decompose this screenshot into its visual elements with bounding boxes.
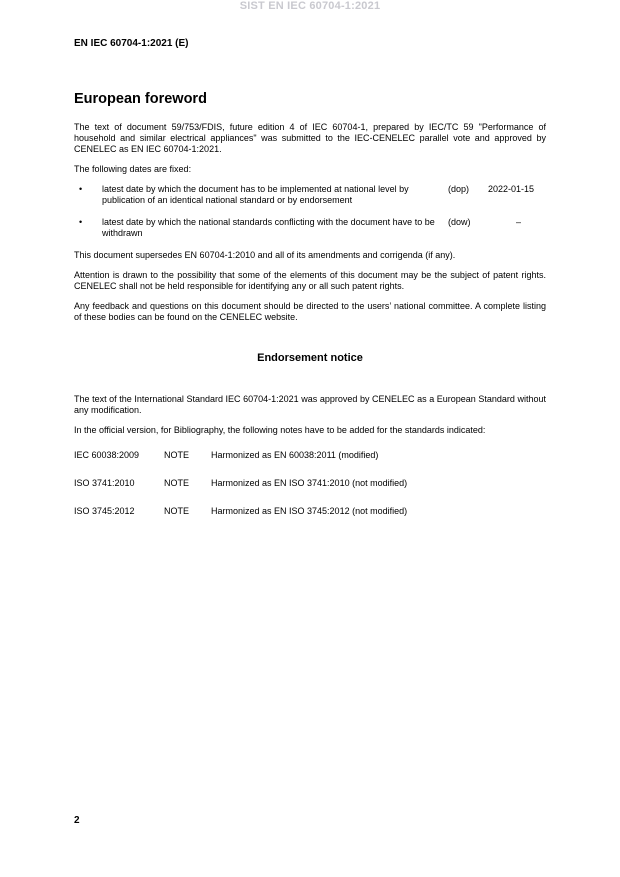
foreword-paragraph-2: This document supersedes EN 60704-1:2010 and all of its amendments and corrigenda (if any). xyxy=(74,250,456,260)
note-standard: ISO 3741:2010 xyxy=(74,478,135,488)
watermark: SIST EN IEC 60704-1:2021 xyxy=(239,0,381,12)
page-content xyxy=(74,90,546,534)
foreword-paragraph-1: The text of document 59/753/FDIS, future edition 4 of IEC 60704-1, prepared by IEC/TC 59 "Performance of household and similar electrical appliances" was submitted to the IEC-CENELEC parallel vote and approved by CENELEC as EN IEC 60704-1:2021. xyxy=(74,122,546,154)
endorsement-paragraph-1: The text of the International Standard IEC 60704-1:2021 was approved by CENELEC as a European Standard without any modification. xyxy=(74,394,546,415)
dates-intro: The following dates are fixed: xyxy=(74,164,192,174)
note-standard: ISO 3745:2012 xyxy=(74,506,135,516)
note-text: Harmonized as EN ISO 3745:2012 (not modified) xyxy=(211,506,408,516)
endorsement-paragraph-2: In the official version, for Bibliography, the following notes have to be added for the standards indicated: xyxy=(74,425,486,435)
note-standard: IEC 60038:2009 xyxy=(74,450,140,460)
date-code: (dop) xyxy=(448,184,470,194)
note-text: Harmonized as EN ISO 3741:2010 (not modified) xyxy=(211,478,408,488)
bullet-icon: • xyxy=(79,217,83,227)
bibliography-notes xyxy=(74,450,546,517)
note-label: NOTE xyxy=(164,450,190,460)
date-item-dop xyxy=(74,184,546,206)
foreword-paragraph-3: Attention is drawn to the possibility that some of the elements of this document may be the subject of patent rights. CENELEC shall not be held responsible for identifying any or all such patent rights. xyxy=(74,270,546,291)
endorsement-title: Endorsement notice xyxy=(257,352,363,364)
note-row xyxy=(74,478,546,489)
foreword-title: European foreword xyxy=(74,91,207,107)
foreword-paragraph-4: Any feedback and questions on this document should be directed to the users’ national committee. A complete listing of these bodies can be found on the CENELEC website. xyxy=(74,301,546,322)
bullet-icon: • xyxy=(79,184,83,194)
note-row xyxy=(74,506,546,517)
dates-list xyxy=(74,184,546,239)
date-description: latest date by which the document has to be implemented at national level by publication of an identical national standard or by endorsement xyxy=(102,184,409,205)
note-label: NOTE xyxy=(164,478,190,488)
note-row xyxy=(74,450,546,461)
date-code: (dow) xyxy=(448,217,471,227)
date-description: latest date by which the national standards conflicting with the document have to be withdrawn xyxy=(102,217,435,238)
date-item-dow xyxy=(74,217,546,239)
note-label: NOTE xyxy=(164,506,190,516)
date-value: 2022-01-15 xyxy=(488,184,535,194)
date-value: – xyxy=(516,217,522,227)
note-text: Harmonized as EN 60038:2011 (modified) xyxy=(211,450,379,460)
document-id-header: EN IEC 60704-1:2021 (E) xyxy=(74,38,189,49)
page-number: 2 xyxy=(74,815,80,826)
